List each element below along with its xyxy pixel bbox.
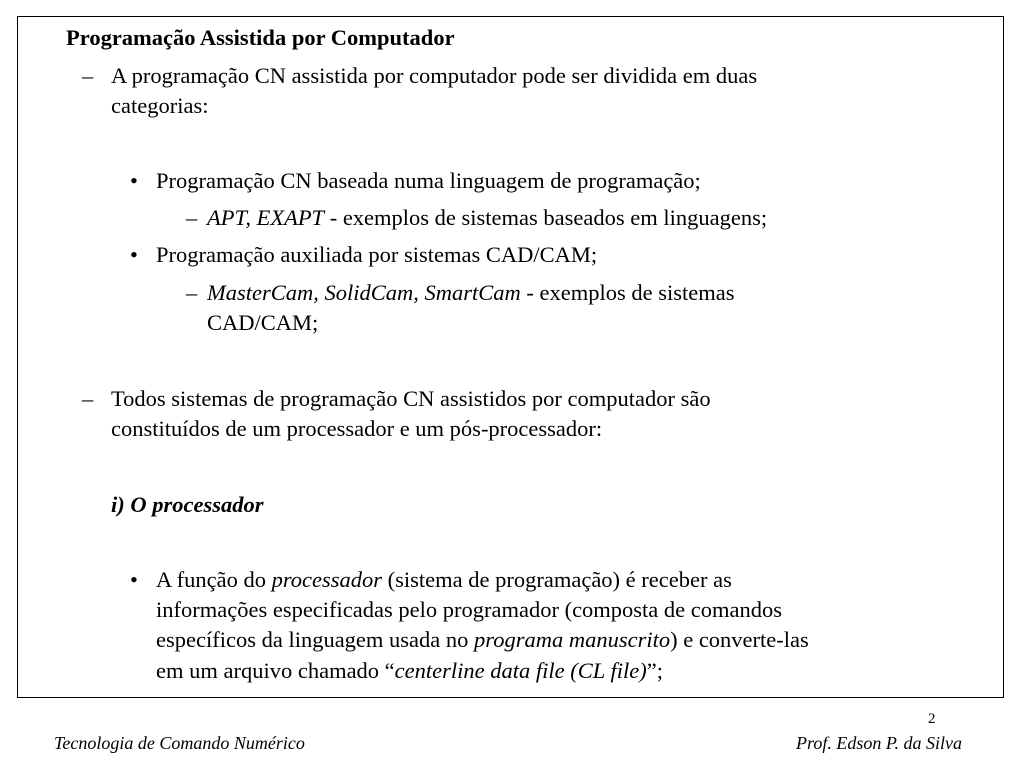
bullet1-text: Programação CN baseada numa linguagem de programação; bbox=[156, 168, 701, 193]
footer-right: Prof. Edson P. da Silva bbox=[796, 733, 962, 753]
dash-marker: – bbox=[82, 386, 94, 411]
bullet3-line4-c: ”; bbox=[646, 658, 663, 683]
bullet3-line4-a: em um arquivo chamado “ bbox=[156, 658, 395, 683]
item1-line1: A programação CN assistida por computador pode ser dividida em duas bbox=[111, 63, 758, 88]
footer-left: Tecnologia de Comando Numérico bbox=[54, 733, 305, 753]
bullet3-line3-italic: programa manuscrito bbox=[474, 627, 671, 652]
dash-marker: – bbox=[82, 63, 94, 88]
item1-line2: categorias: bbox=[111, 93, 209, 118]
bullet3-line1 bbox=[156, 565, 732, 595]
bullet-marker: • bbox=[130, 168, 138, 193]
bullet3-line2: informações especificadas pelo programador (composta de comandos bbox=[156, 597, 783, 622]
item2-line1: Todos sistemas de programação CN assistidos por computador são bbox=[111, 386, 711, 411]
bullet3-line3-c: ) e converte-las bbox=[670, 627, 809, 652]
bullet3-line4 bbox=[156, 656, 663, 686]
sub2-italic: MasterCam, SolidCam, SmartCam bbox=[207, 280, 521, 305]
sub2-line1 bbox=[207, 278, 735, 308]
bullet3-line1-c: (sistema de programação) é receber as bbox=[382, 567, 732, 592]
sub1-line bbox=[207, 203, 767, 233]
sub1-italic: APT, EXAPT bbox=[207, 205, 325, 230]
bullet3-line3 bbox=[156, 625, 809, 655]
sub2-line2: CAD/CAM; bbox=[207, 310, 319, 335]
bullet-marker: • bbox=[130, 567, 138, 592]
sub2-rest: - exemplos de sistemas bbox=[520, 280, 735, 305]
bullet3-line3-a: específicos da linguagem usada no bbox=[156, 627, 475, 652]
bullet3-line4-italic: centerline data file (CL file) bbox=[394, 658, 647, 683]
subheading: i) O processador bbox=[111, 492, 264, 517]
dash-marker: – bbox=[186, 280, 198, 305]
page-number: 2 bbox=[928, 711, 936, 727]
dash-marker: – bbox=[186, 205, 198, 230]
slide-heading: Programação Assistida por Computador bbox=[66, 25, 455, 50]
bullet-marker: • bbox=[130, 242, 138, 267]
bullet3-line1-a: A função do bbox=[156, 567, 272, 592]
item2-line2: constituídos de um processador e um pós-processador: bbox=[111, 416, 603, 441]
bullet3-line1-italic: processador bbox=[271, 567, 383, 592]
sub1-rest: - exemplos de sistemas baseados em linguagens; bbox=[324, 205, 768, 230]
bullet2-text: Programação auxiliada por sistemas CAD/CAM; bbox=[156, 242, 598, 267]
